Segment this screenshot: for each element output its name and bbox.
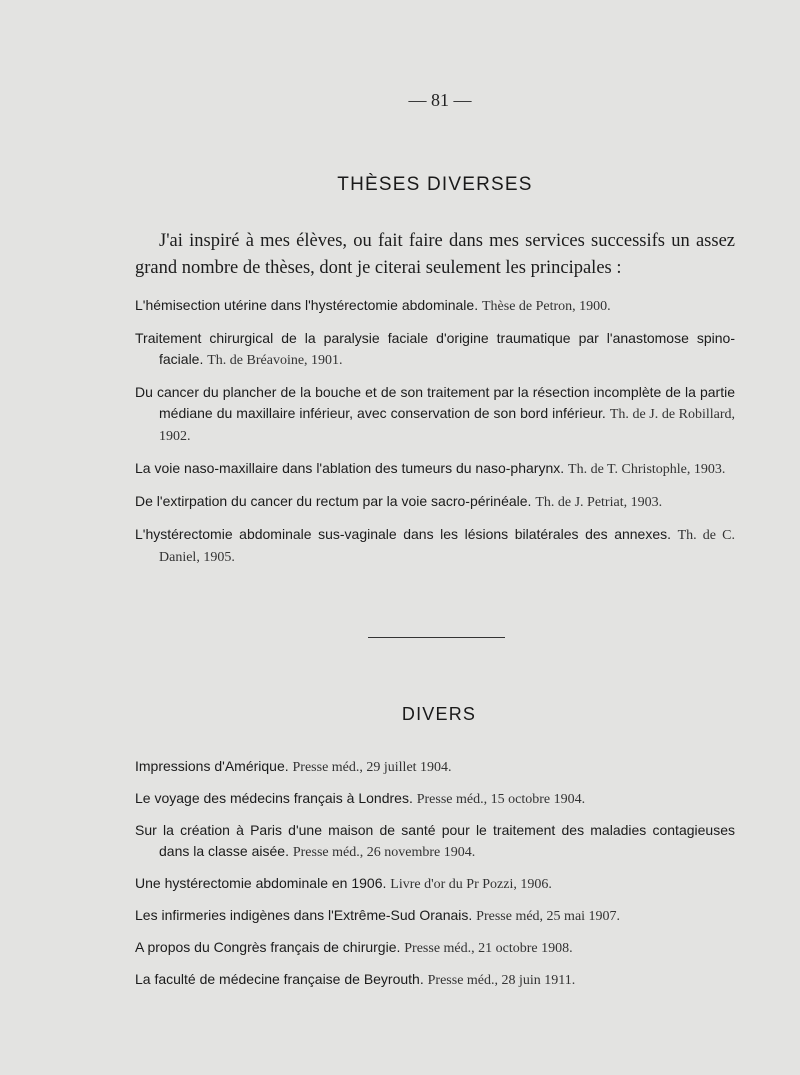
- thesis-title: De l'extirpation du cancer du rectum par la voie sacro-périnéale.: [135, 493, 532, 509]
- thesis-entry: [135, 458, 735, 480]
- thesis-entry: [135, 382, 735, 447]
- theses-list: [135, 295, 735, 579]
- intro-paragraph: [135, 228, 735, 282]
- divers-title: La faculté de médecine française de Beyrouth.: [135, 971, 424, 987]
- divers-title: Sur la création à Paris d'une maison de santé pour le traitement des maladies contagieuses dans la classe aisée.: [135, 822, 735, 859]
- thesis-title: L'hystérectomie abdominale sus-vaginale dans les lésions bilatérales des annexes.: [135, 526, 672, 542]
- divers-entry: [135, 969, 735, 991]
- divers-entry: [135, 905, 735, 927]
- thesis-title: L'hémisection utérine dans l'hystérectomie abdominale.: [135, 297, 479, 313]
- divers-title: Le voyage des médecins français à Londres.: [135, 790, 413, 806]
- thesis-reference: Th. de C. Daniel, 1905.: [159, 528, 736, 565]
- thesis-entry: [135, 328, 735, 371]
- section-heading-divers: DIVERS: [401, 704, 477, 724]
- thesis-title: Du cancer du plancher de la bouche et de son traitement par la résection incomplète de la partie médiane du maxillaire inférieur, avec conservation de son bord inférieur.: [135, 384, 735, 421]
- divers-reference: Presse méd., 29 juillet 1904.: [292, 760, 452, 775]
- thesis-reference: Th. de J. de Robillard, 1902.: [159, 407, 736, 444]
- divers-title: Les infirmeries indigènes dans l'Extrême-Sud Oranais.: [135, 907, 473, 923]
- divers-title: Une hystérectomie abdominale en 1906.: [135, 875, 387, 891]
- divers-reference: Presse méd., 28 juin 1911.: [427, 973, 576, 988]
- divers-entry: [135, 820, 735, 863]
- divers-reference: Presse méd., 26 novembre 1904.: [292, 845, 476, 860]
- divers-reference: Presse méd., 21 octobre 1908.: [404, 941, 573, 956]
- thesis-entry: [135, 524, 735, 568]
- section-heading-theses: THÈSES DIVERSES: [337, 174, 533, 195]
- divers-title: Impressions d'Amérique.: [135, 758, 289, 774]
- thesis-reference: Th. de Bréavoine, 1901.: [207, 353, 343, 368]
- divers-entry: [135, 937, 735, 959]
- divers-reference: Presse méd., 15 octobre 1904.: [416, 792, 586, 807]
- thesis-reference: Th. de J. Petriat, 1903.: [535, 495, 663, 510]
- divers-title: A propos du Congrès français de chirurgie.: [135, 939, 401, 955]
- page-number: — 81 —: [408, 90, 472, 110]
- divers-entry: [135, 756, 735, 778]
- divers-list: [135, 756, 735, 1001]
- thesis-reference: Th. de T. Christophle, 1903.: [568, 462, 726, 477]
- divers-entry: [135, 873, 735, 895]
- divers-entry: [135, 788, 735, 810]
- section-divider: [368, 637, 505, 638]
- thesis-entry: [135, 491, 735, 513]
- intro-text: J'ai inspiré à mes élèves, ou fait faire dans mes services successifs un assez grand nombre de thèses, dont je citerai seulement les principales :: [135, 231, 735, 278]
- thesis-title: La voie naso-maxillaire dans l'ablation des tumeurs du naso-pharynx.: [135, 460, 565, 476]
- thesis-reference: Thèse de Petron, 1900.: [481, 299, 611, 314]
- thesis-entry: [135, 295, 735, 317]
- divers-reference: Livre d'or du Pr Pozzi, 1906.: [390, 877, 552, 892]
- thesis-title: Traitement chirurgical de la paralysie faciale d'origine traumatique par l'anastomose spino-faciale.: [135, 330, 735, 367]
- divers-reference: Presse méd, 25 mai 1907.: [476, 909, 621, 924]
